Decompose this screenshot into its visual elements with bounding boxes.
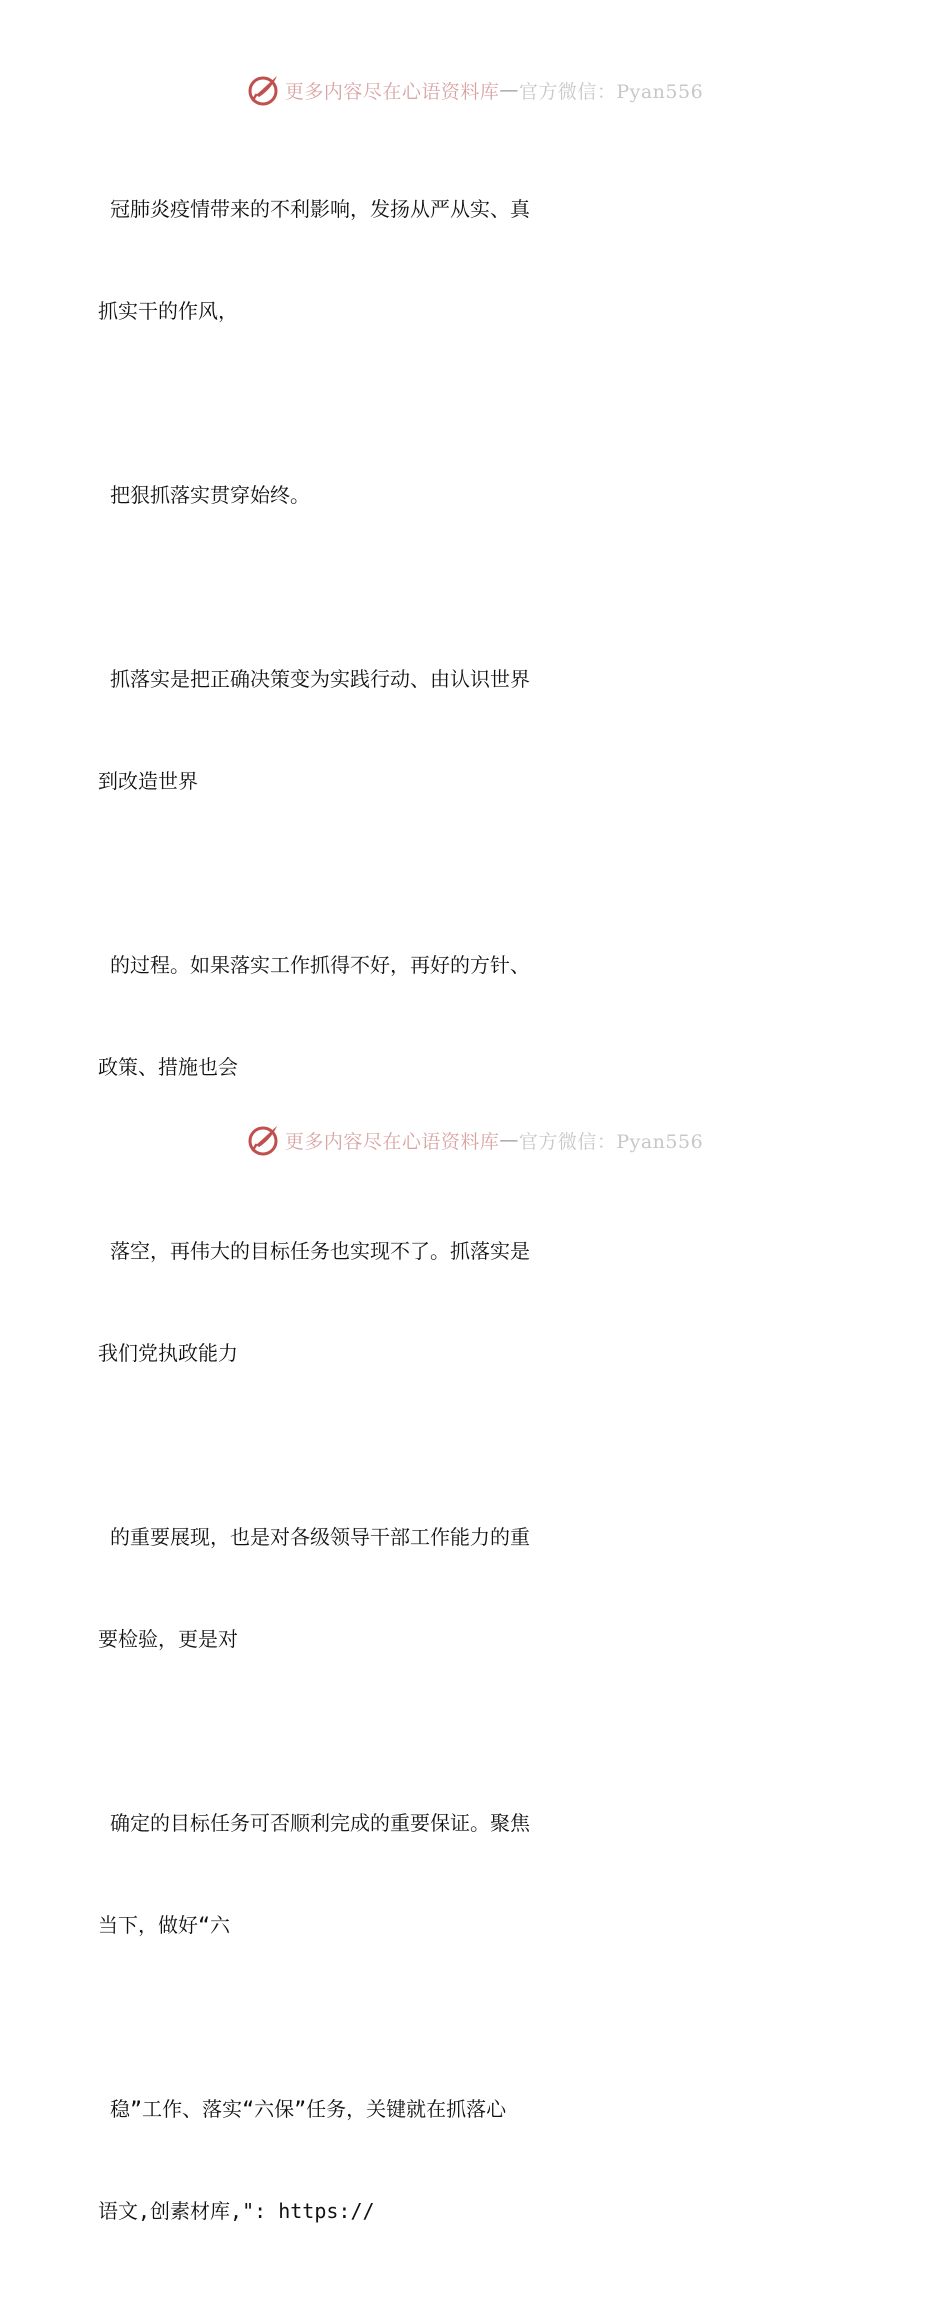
text-line: 政策、措施也会 — [98, 1055, 238, 1079]
paragraph — [98, 1166, 858, 1438]
text-line: 抓落实是把正确决策变为实践行动、由认识世界 — [98, 667, 531, 691]
text-line: 抓实干的作风， — [98, 299, 238, 323]
footer-banner-separator: — — [499, 1129, 519, 1151]
header-banner — [0, 70, 950, 110]
paragraph — [98, 124, 858, 396]
quill-logo-icon — [247, 1123, 281, 1157]
paragraph — [98, 1452, 858, 1724]
footer-banner-text: 更多内容尽在心语资料库 — [284, 1130, 500, 1153]
quill-logo-icon — [247, 73, 281, 107]
text-line: 到改造世界 — [98, 769, 198, 793]
text-line: 稳”工作、落实“六保”任务，关键就在抓落心 — [98, 2097, 507, 2121]
paragraph — [98, 2024, 858, 2296]
footer-banner-wechat: 官方微信：Pyan556 — [518, 1130, 704, 1153]
footer-banner — [0, 1120, 950, 1160]
paragraph — [98, 1738, 858, 2010]
text-line: 要检验，更是对 — [98, 1627, 238, 1651]
text-line: 确定的目标任务可否顺利完成的重要保证。聚焦 — [98, 1811, 531, 1835]
text-line: 我们党执政能力 — [98, 1341, 238, 1365]
text-line: 把狠抓落实贯穿始终。 — [98, 483, 311, 507]
paragraph — [98, 880, 858, 1152]
paragraph — [98, 594, 858, 866]
text-line: 落空，再伟大的目标任务也实现不了。抓落实是 — [98, 1239, 531, 1263]
text-line: 冠肺炎疫情带来的不利影响，发扬从严从实、真 — [98, 197, 531, 221]
text-line: 的过程。如果落实工作抓得不好，再好的方针、 — [98, 953, 531, 977]
header-banner-text: 更多内容尽在心语资料库 — [284, 80, 500, 103]
paragraph — [98, 410, 858, 580]
header-banner-wechat: 官方微信：Pyan556 — [518, 80, 704, 103]
body-text — [98, 124, 858, 2310]
text-line: 的重要展现，也是对各级领导干部工作能力的重 — [98, 1525, 531, 1549]
text-line: 语文,创素材库,": https:// — [98, 2199, 375, 2223]
header-banner-separator: — — [499, 79, 519, 101]
text-line: 当下，做好“六 — [98, 1913, 231, 1937]
